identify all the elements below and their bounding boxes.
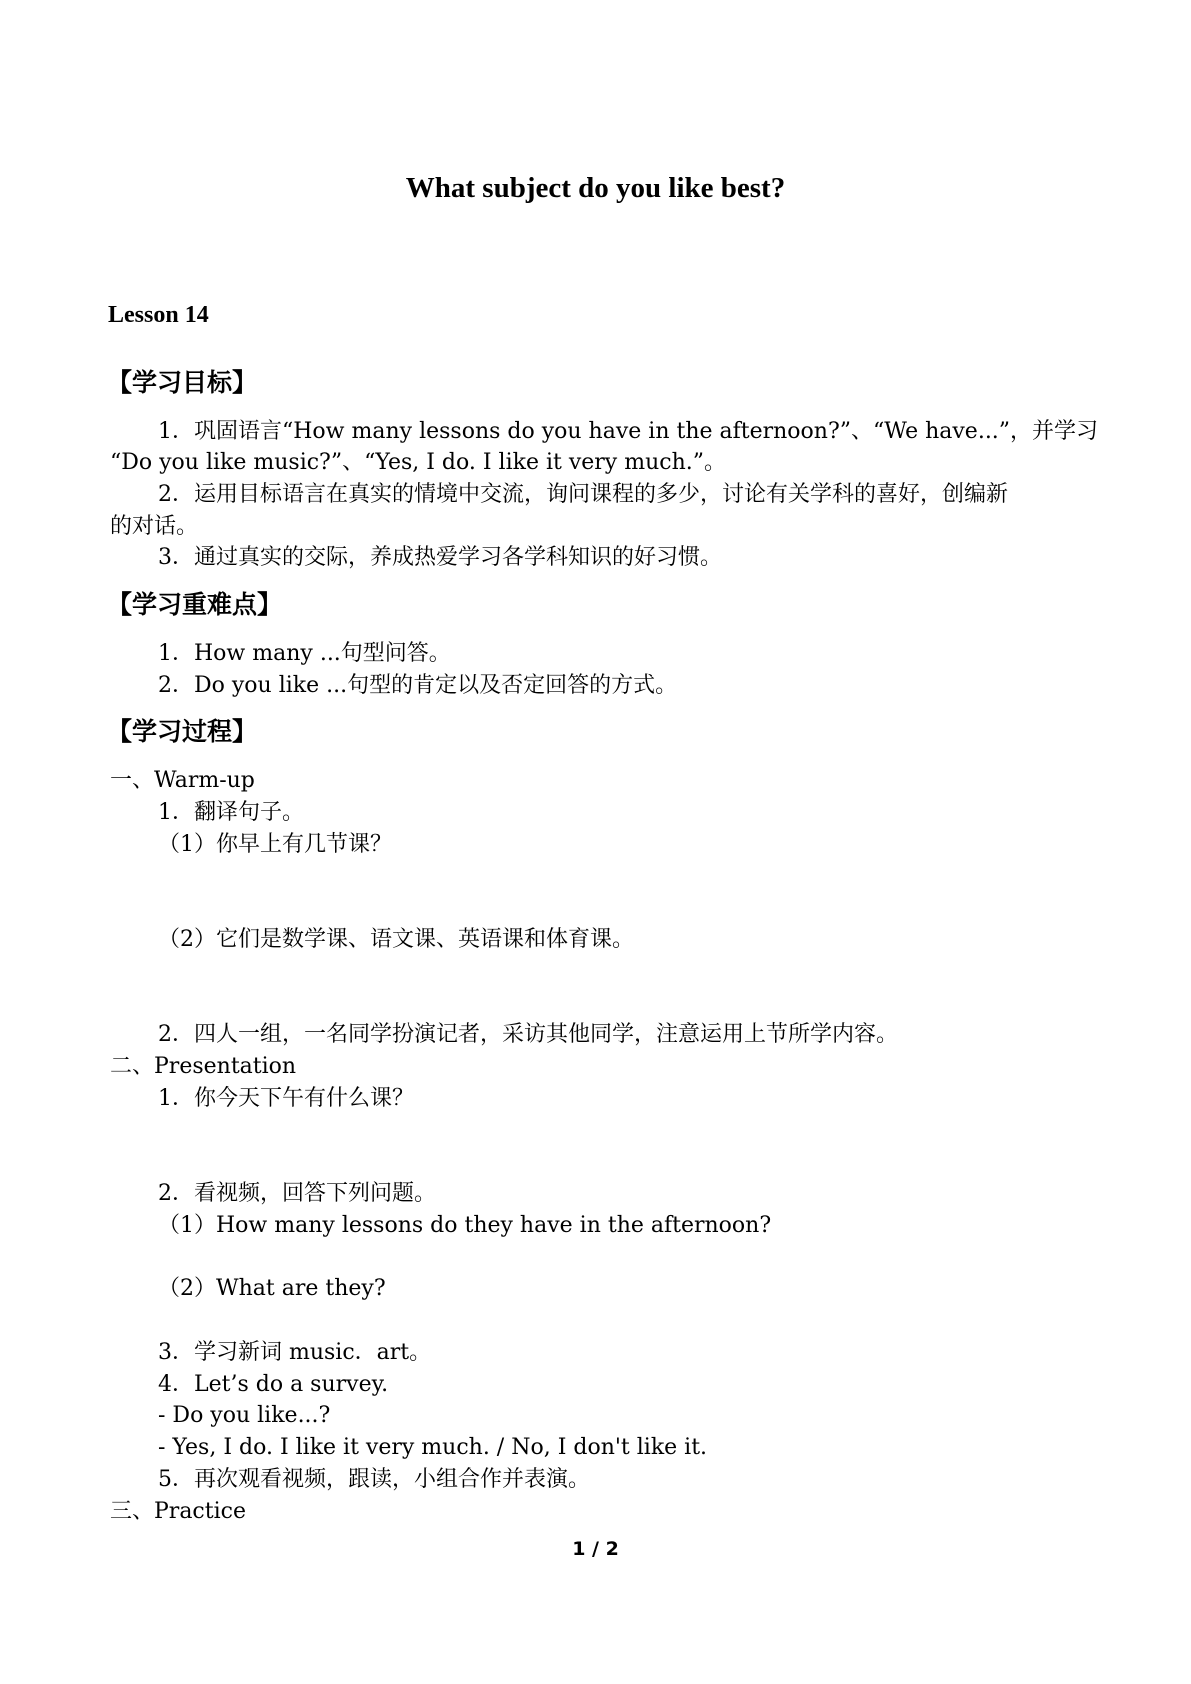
section-heading-objectives: 【学习目标】 [107, 368, 258, 397]
presentation-item-5: 5．再次观看视频，跟读，小组合作并表演。 [158, 1467, 590, 1492]
presentation-item-4: 4．Let’s do a survey. [158, 1372, 389, 1397]
lesson-label: Lesson 14 [108, 302, 209, 328]
presentation-item-3: 3．学习新词 music．art。 [158, 1340, 432, 1365]
warm-up-sub-1: （1）你早上有几节课？ [158, 832, 392, 857]
dialog-line-1: - Do you like...? [158, 1403, 331, 1428]
objective-2-line-1: 2．运用目标语言在真实的情境中交流，询问课程的多少，讨论有关学科的喜好，创编新 [158, 482, 1008, 507]
presentation-sub-1: （1）How many lessons do they have in the afternoon? [158, 1213, 772, 1238]
dialog-line-2: - Yes, I do. I like it very much. / No, I don't like it. [158, 1435, 708, 1460]
part-warm-up-label: 一、Warm-up [110, 768, 255, 793]
objective-2-line-2: 的对话。 [110, 514, 199, 539]
presentation-sub-2: （2）What are they? [158, 1276, 386, 1301]
presentation-item-1: 1．你今天下午有什么课？ [158, 1086, 414, 1111]
part-practice-label: 三、Practice [110, 1499, 246, 1524]
document-title: What subject do you like best? [405, 172, 786, 204]
presentation-item-2: 2．看视频，回答下列问题。 [158, 1181, 436, 1206]
objective-3: 3．通过真实的交际，养成热爱学习各学科知识的好习惯。 [158, 545, 722, 570]
section-heading-process: 【学习过程】 [107, 717, 258, 746]
section-heading-key-points: 【学习重难点】 [107, 590, 283, 619]
warm-up-item-2: 2．四人一组，一名同学扮演记者，采访其他同学，注意运用上节所学内容。 [158, 1022, 898, 1047]
key-point-2: 2．Do you like ...句型的肯定以及否定回答的方式。 [158, 673, 678, 698]
key-point-1: 1．How many ...句型问答。 [158, 641, 451, 666]
warm-up-item-1: 1．翻译句子。 [158, 800, 304, 825]
warm-up-sub-2: （2）它们是数学课、语文课、英语课和体育课。 [158, 927, 634, 952]
objective-1-line-1: 1．巩固语言“How many lessons do you have in the afternoon?”、“We have...”，并学习 [158, 419, 1099, 444]
part-presentation-label: 二、Presentation [110, 1054, 297, 1079]
page-number: 1 / 2 [572, 1538, 619, 1560]
objective-1-line-2: “Do you like music?”、“Yes, I do. I like it very much.”。 [110, 450, 726, 475]
